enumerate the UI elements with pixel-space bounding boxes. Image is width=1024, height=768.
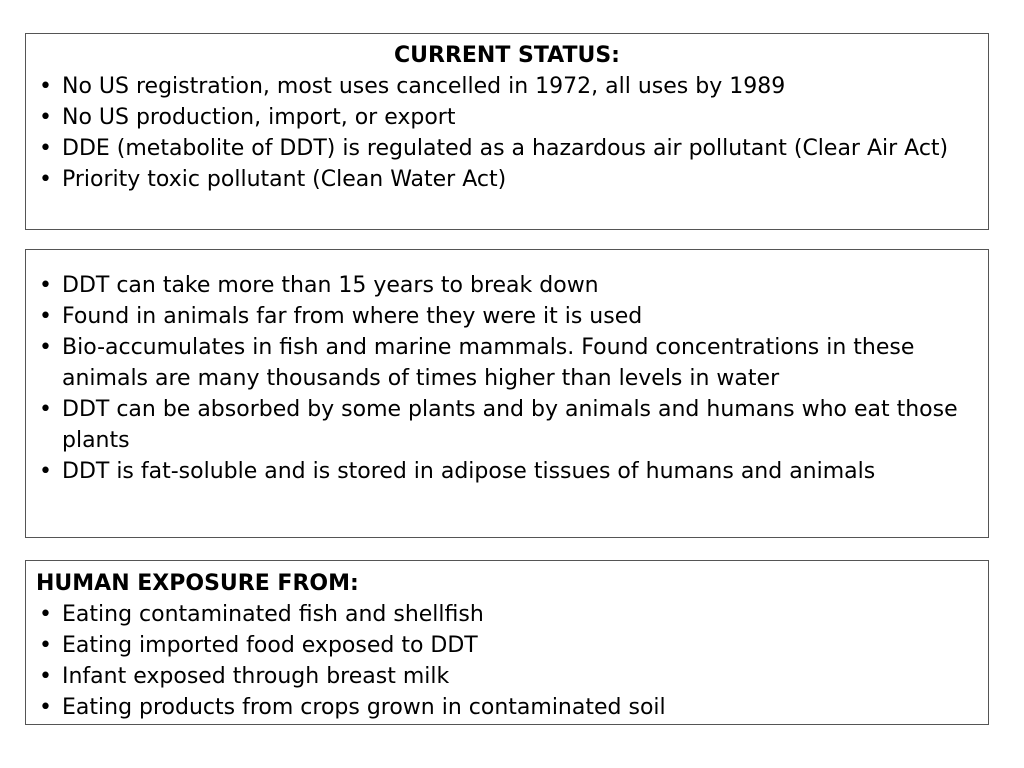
human-exposure-box — [25, 560, 989, 725]
list-item-text: DDT can take more than 15 years to break down — [62, 273, 599, 298]
list-item-text: Found in animals far from where they were it is used — [62, 304, 643, 329]
list-item-text: Eating contaminated fish and shellfish — [62, 602, 484, 627]
list-item-text: DDT is fat-soluble and is stored in adipose tissues of humans and animals — [62, 459, 876, 484]
bullet-icon: • — [39, 335, 52, 360]
list-item-text: No US registration, most uses cancelled in 1972, all uses by 1989 — [62, 74, 786, 99]
current-status-box — [25, 33, 989, 230]
list-item — [36, 692, 978, 723]
list-item-text: Bio-accumulates in fish and marine mammals. Found concentrations in these animals are many thousands of times higher than levels in water — [62, 335, 915, 391]
list-item — [36, 661, 978, 692]
list-item-text: Priority toxic pollutant (Clean Water Act) — [62, 167, 507, 192]
list-item — [36, 102, 978, 133]
current-status-heading: CURRENT STATUS: — [394, 43, 620, 68]
list-item — [36, 394, 978, 456]
bullet-icon: • — [39, 105, 52, 130]
bullet-icon: • — [39, 664, 52, 689]
bullet-icon: • — [39, 633, 52, 658]
list-item-text: DDT can be absorbed by some plants and by animals and humans who eat those plants — [62, 397, 958, 453]
list-item — [36, 270, 978, 301]
list-item — [36, 456, 978, 487]
list-item — [36, 332, 978, 394]
list-item — [36, 630, 978, 661]
list-item-text: Eating imported food exposed to DDT — [62, 633, 478, 658]
list-item — [36, 301, 978, 332]
list-item-text: Eating products from crops grown in contaminated soil — [62, 695, 666, 720]
bullet-icon: • — [39, 167, 52, 192]
list-item-text: DDE (metabolite of DDT) is regulated as a hazardous air pollutant (Clear Air Act) — [62, 136, 949, 161]
list-item-text: Infant exposed through breast milk — [62, 664, 450, 689]
list-item — [36, 133, 978, 164]
bullet-icon: • — [39, 304, 52, 329]
list-item — [36, 164, 978, 195]
bullet-icon: • — [39, 695, 52, 720]
list-item — [36, 599, 978, 630]
human-exposure-heading: HUMAN EXPOSURE FROM: — [36, 571, 359, 596]
list-item — [36, 71, 978, 102]
bullet-icon: • — [39, 273, 52, 298]
current-status-list — [36, 71, 978, 195]
ddt-facts-list — [36, 270, 978, 487]
bullet-icon: • — [39, 74, 52, 99]
bullet-icon: • — [39, 136, 52, 161]
bullet-icon: • — [39, 459, 52, 484]
bullet-icon: • — [39, 602, 52, 627]
list-item-text: No US production, import, or export — [62, 105, 456, 130]
human-exposure-list — [36, 599, 978, 723]
ddt-facts-box — [25, 249, 989, 538]
bullet-icon: • — [39, 397, 52, 422]
